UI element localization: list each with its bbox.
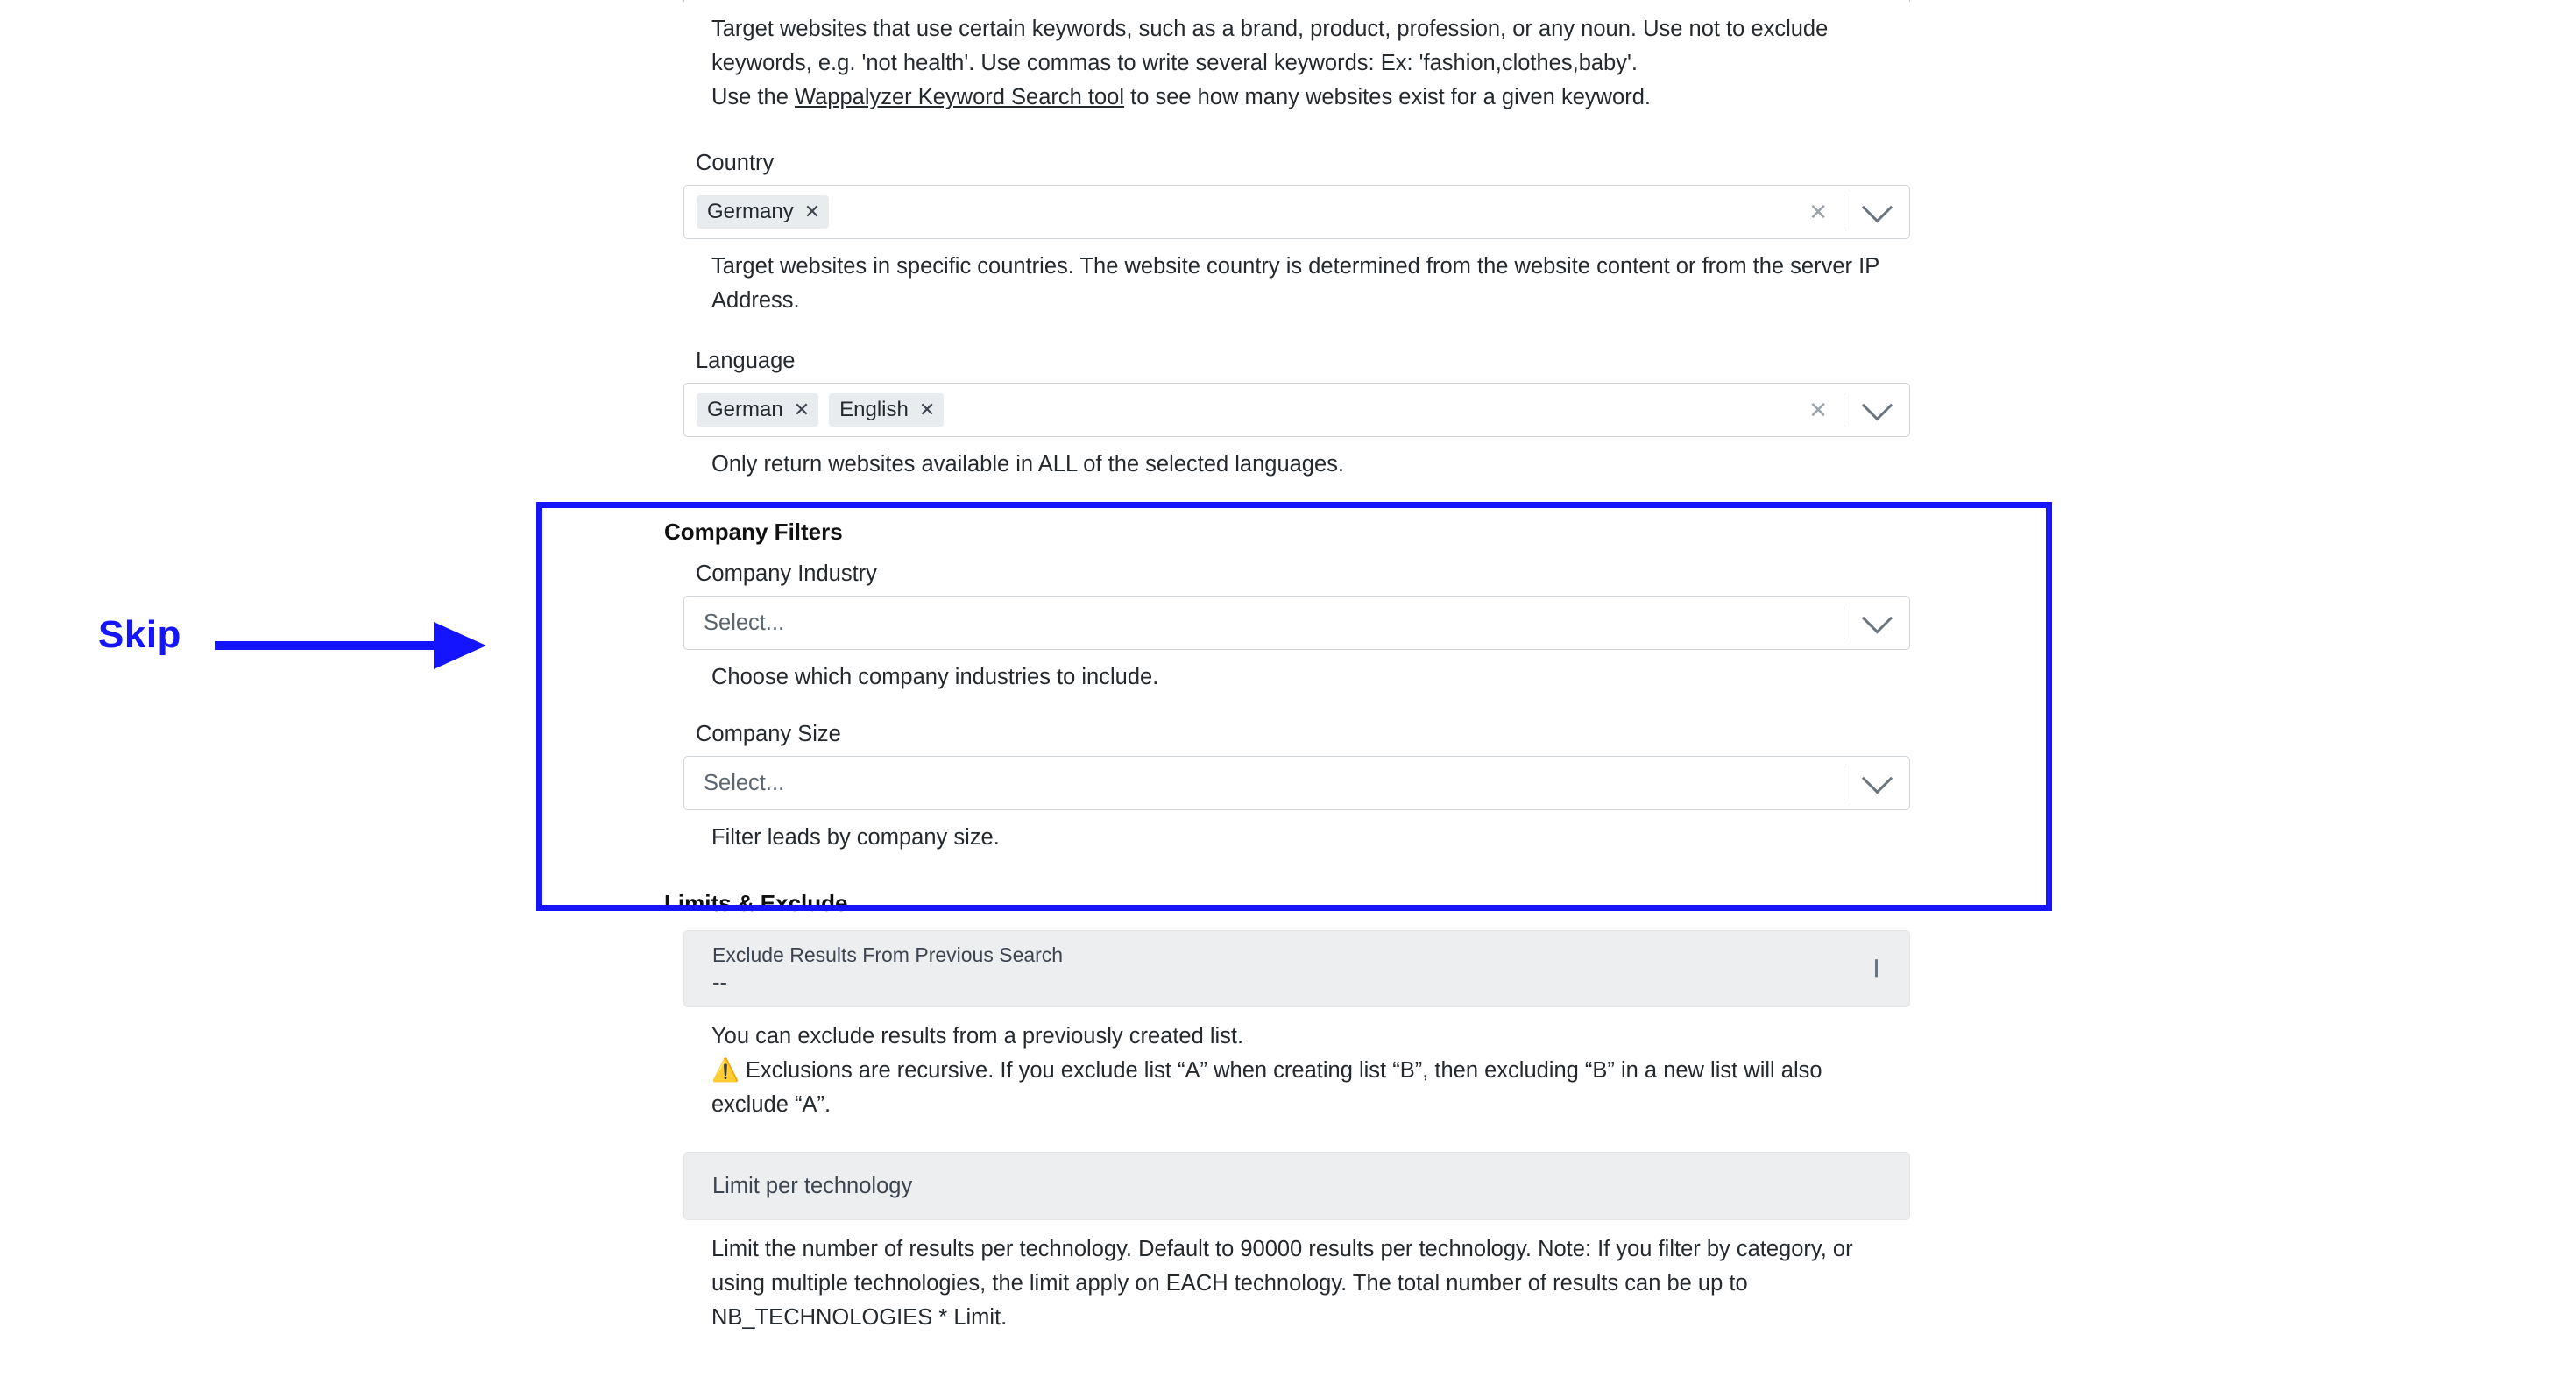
keyword-help-suffix: to see how many websites exist for a given keyword. [1124,85,1651,109]
company-filters-highlight [536,502,2052,911]
company-size-label: Company Size [696,722,841,746]
exclude-help-line-2: ⚠️ Exclusions are recursive. If you exclude list “A” when creating list “B”, then excluding “B” in a new list will also [711,1058,1822,1083]
clear-icon[interactable]: ✕ [1808,396,1828,423]
wappalyzer-keyword-search-link[interactable]: Wappalyzer Keyword Search tool [794,85,1125,109]
annotation-arrow-head [434,622,486,669]
clear-icon[interactable]: ✕ [1808,198,1828,225]
country-tag-label: Germany [707,200,794,223]
close-icon[interactable]: ✕ [918,399,936,420]
exclude-results-value: -- [712,971,727,995]
limits-exclude-title: Limits & Exclude [664,890,848,916]
language-tag-label: English [839,398,909,421]
keyword-help-line-3 [711,81,1928,115]
limit-help-line-1: Limit the number of results per technology. Default to 90000 results per technology. Note: If you filter by category, or [711,1237,1853,1261]
chevron-down-icon[interactable] [1875,959,1878,975]
language-tag-english[interactable] [829,393,944,427]
country-field-group [683,148,1928,318]
exclude-results-label: Exclude Results From Previous Search [712,943,1064,966]
language-field-group [683,346,1928,482]
company-size-help: Filter leads by company size. [711,825,1000,850]
country-select-controls [1793,186,1909,238]
language-tag-label: German [707,398,783,421]
company-filters-title: Company Filters [664,519,843,545]
company-industry-help: Choose which company industries to include. [711,665,1159,689]
keyword-help-line-1: Target websites that use certain keywords, such as a brand, product, profession, or any noun. Use not to exclude [711,17,1829,41]
keyword-help-text [683,12,1928,115]
company-industry-placeholder: Select... [704,610,785,635]
limit-per-technology-input[interactable] [683,1152,1910,1220]
keyword-help-line-2: keywords, e.g. 'not health'. Use commas to write several keywords: Ex: 'fashion,clothes,baby'. [711,51,1638,75]
exclude-help-line-3: exclude “A”. [711,1092,832,1117]
annotation-arrow-line [215,641,469,650]
exclude-results-help [683,1020,1928,1122]
limit-help-line-3: NB_TECHNOLOGIES * Limit. [711,1305,1008,1330]
language-label: Language [696,349,796,373]
company-size-placeholder: Select... [704,770,785,795]
country-label: Country [696,151,775,175]
limits-exclude-section [664,888,1928,1335]
language-help: Only return websites available in ALL of the selected languages. [711,452,1345,477]
annotation-label: Skip [98,613,181,656]
country-tag-germany[interactable] [697,195,829,229]
country-select[interactable] [683,185,1910,239]
country-help: Target websites in specific countries. The website country is determined from the website content or from the server IP Address. [711,254,1879,313]
limit-per-technology-placeholder: Limit per technology [712,1174,913,1198]
exclude-help-line-1: You can exclude results from a previously created list. [711,1024,1244,1048]
company-industry-label: Company Industry [696,561,877,586]
chevron-down-icon[interactable] [1844,201,1909,223]
keyword-help-prefix: Use the [711,85,795,109]
chevron-down-icon[interactable] [1844,399,1909,421]
language-select-controls [1793,384,1909,436]
limit-per-technology-field-group [683,1152,1928,1335]
exclude-results-field-group [683,930,1928,1122]
language-tag-german[interactable] [697,393,818,427]
limit-per-technology-help [683,1232,1928,1335]
exclude-results-select[interactable] [683,930,1910,1007]
limit-help-line-2: using multiple technologies, the limit apply on EACH technology. The total number of results can be up to [711,1271,1748,1296]
close-icon[interactable]: ✕ [803,201,821,222]
close-icon[interactable]: ✕ [793,399,810,420]
language-select[interactable] [683,383,1910,437]
